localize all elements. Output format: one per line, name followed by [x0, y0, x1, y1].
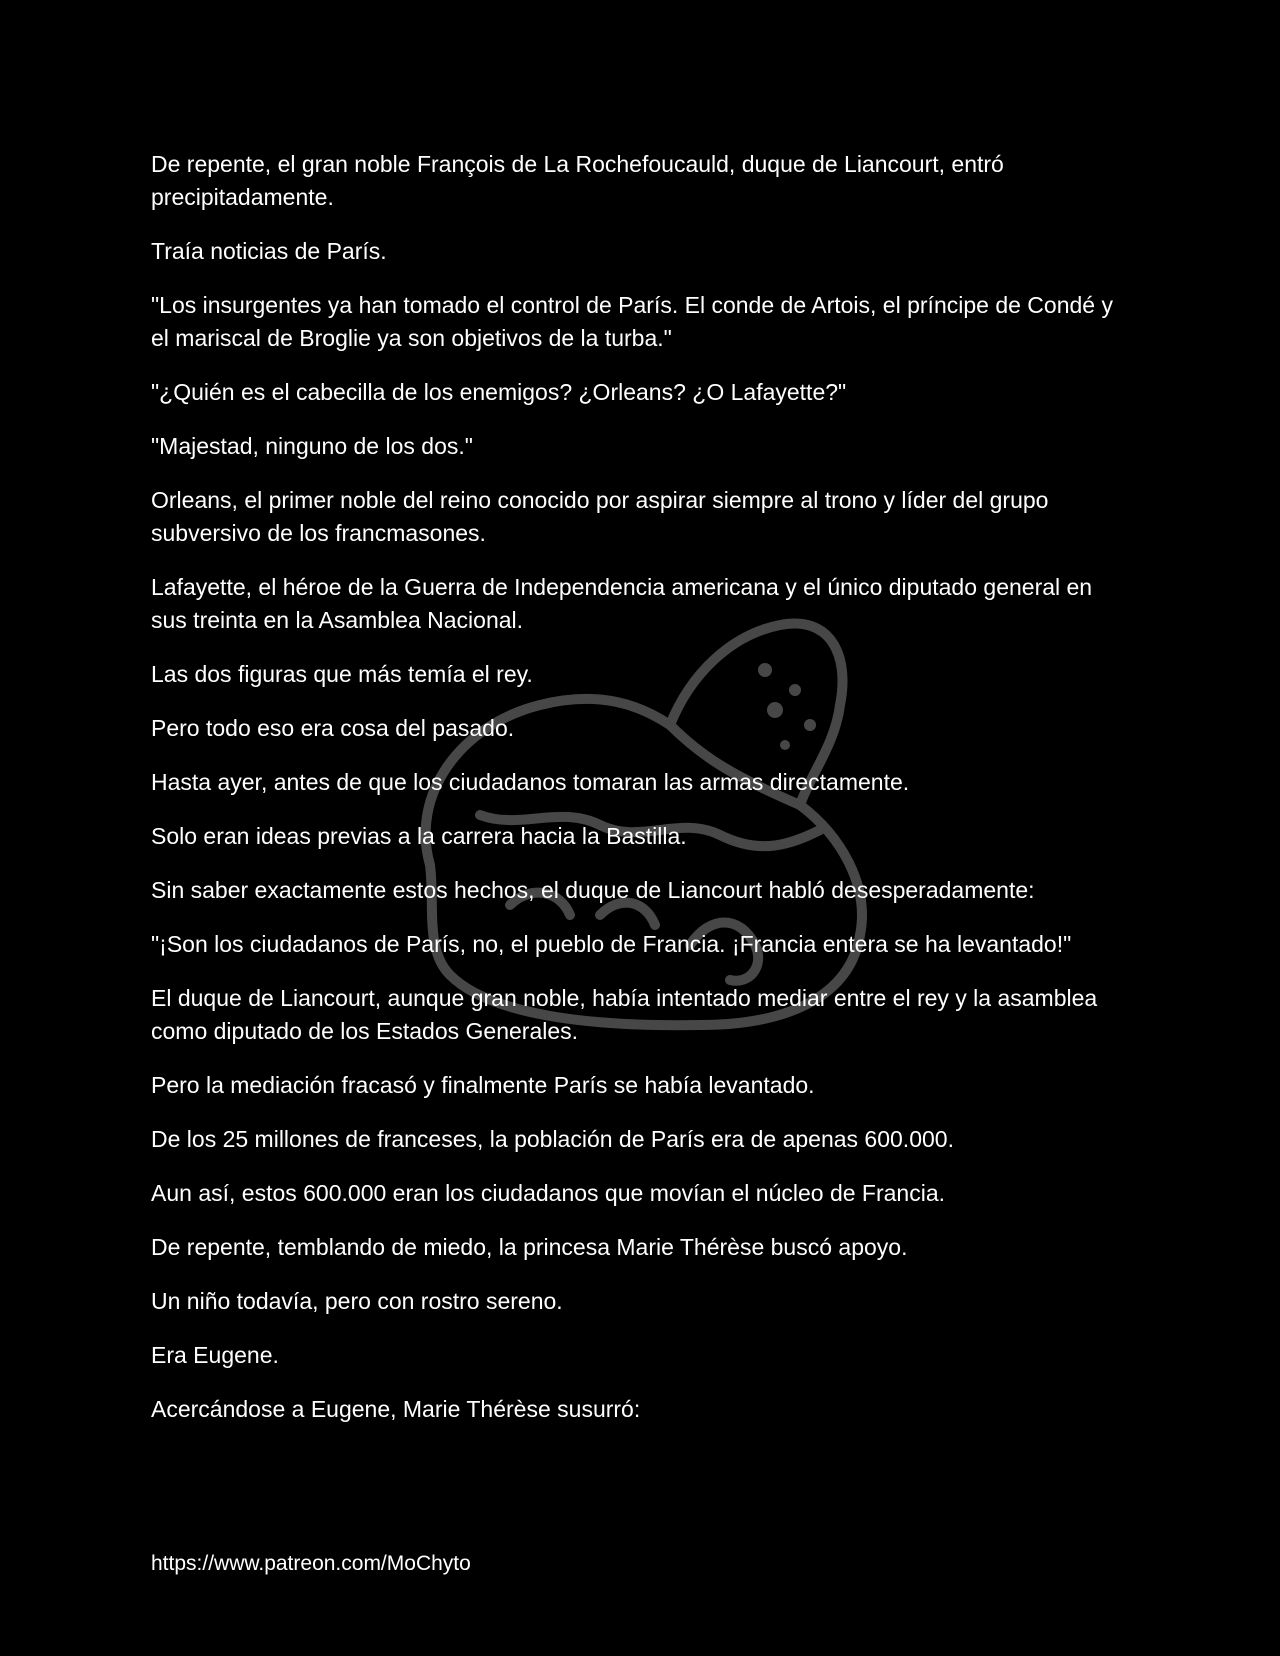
paragraph: Pero la mediación fracasó y finalmente París se había levantado.: [151, 1072, 815, 1098]
paragraph: "¿Quién es el cabecilla de los enemigos? ¿Orleans? ¿O Lafayette?": [151, 379, 847, 405]
story-text: [151, 148, 1121, 1447]
paragraph: Las dos figuras que más temía el rey.: [151, 661, 533, 687]
paragraph: De repente, temblando de miedo, la princesa Marie Thérèse buscó apoyo.: [151, 1234, 908, 1260]
paragraph: "Los insurgentes ya han tomado el control de París. El conde de Artois, el príncipe de Condé y el mariscal de Broglie ya son objetivos de la turba.": [151, 292, 1113, 351]
paragraph: Aun así, estos 600.000 eran los ciudadanos que movían el núcleo de Francia.: [151, 1180, 946, 1206]
paragraph: El duque de Liancourt, aunque gran noble, había intentado mediar entre el rey y la asamblea como diputado de los Estados Generales.: [151, 985, 1098, 1044]
paragraph: Lafayette, el héroe de la Guerra de Independencia americana y el único diputado general en sus treinta en la Asamblea Nacional.: [151, 574, 1093, 633]
paragraph: Solo eran ideas previas a la carrera hacia la Bastilla.: [151, 823, 687, 849]
paragraph: De repente, el gran noble François de La Rochefoucauld, duque de Liancourt, entró precipitadamente.: [151, 151, 1004, 210]
paragraph: Traía noticias de París.: [151, 238, 387, 264]
paragraph: Pero todo eso era cosa del pasado.: [151, 715, 515, 741]
paragraph: Hasta ayer, antes de que los ciudadanos tomaran las armas directamente.: [151, 769, 910, 795]
paragraph: De los 25 millones de franceses, la población de París era de apenas 600.000.: [151, 1126, 954, 1152]
paragraph: Era Eugene.: [151, 1342, 279, 1368]
paragraph: "Majestad, ninguno de los dos.": [151, 433, 473, 459]
paragraph: Un niño todavía, pero con rostro sereno.: [151, 1288, 563, 1314]
paragraph: Sin saber exactamente estos hechos, el duque de Liancourt habló desesperadamente:: [151, 877, 1035, 903]
paragraph: Acercándose a Eugene, Marie Thérèse susurró:: [151, 1396, 641, 1422]
patreon-link[interactable]: https://www.patreon.com/MoChyto: [151, 1552, 471, 1575]
paragraph: "¡Son los ciudadanos de París, no, el pueblo de Francia. ¡Francia entera se ha levantado!": [151, 931, 1072, 957]
paragraph: Orleans, el primer noble del reino conocido por aspirar siempre al trono y líder del grupo subversivo de los francmasones.: [151, 487, 1049, 546]
